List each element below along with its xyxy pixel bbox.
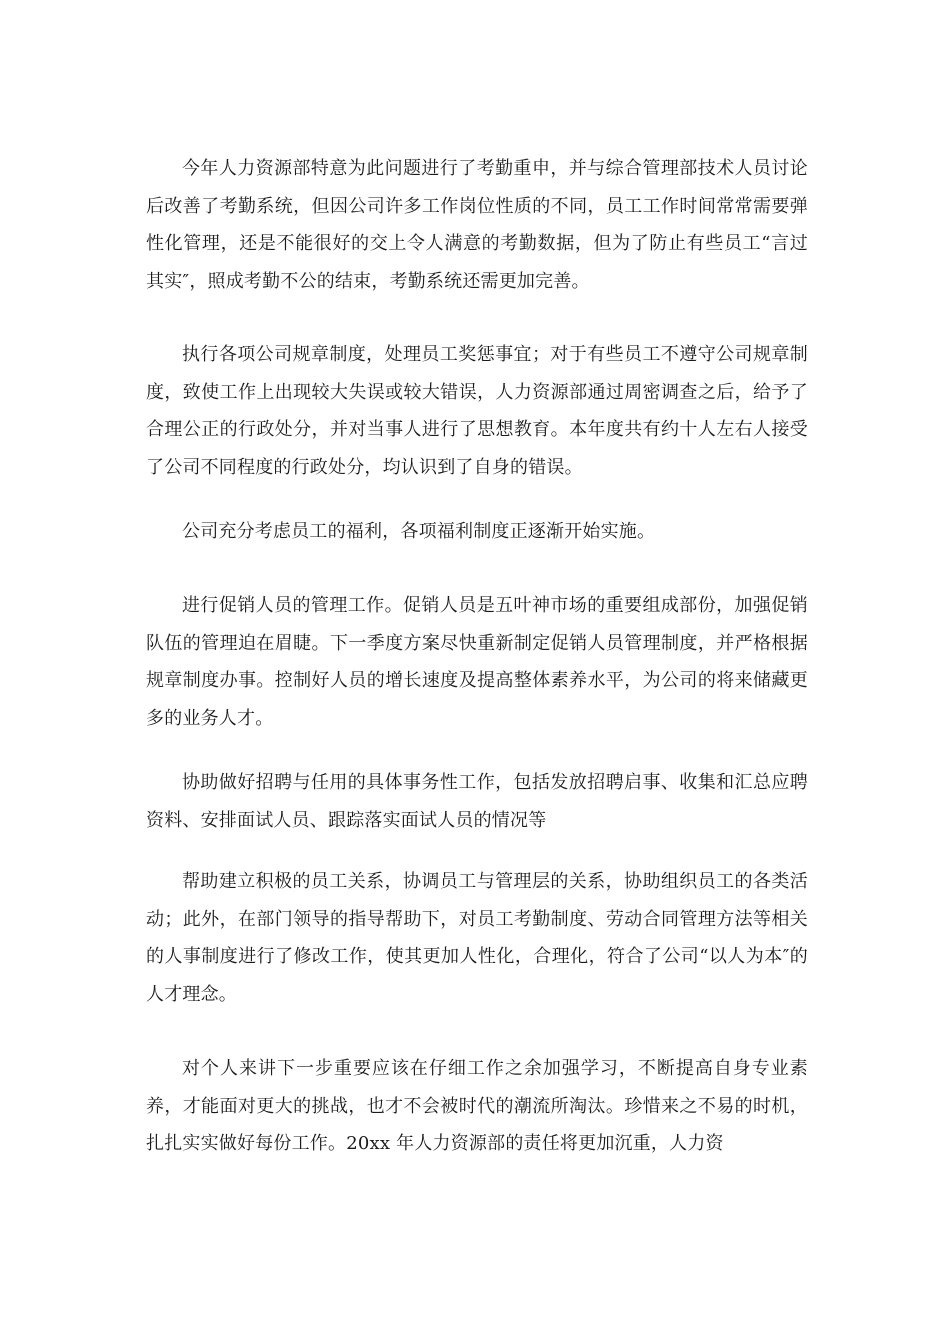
- paragraph-promoters: 进行促销人员的管理工作。促销人员是五叶神市场的重要组成部份，加强促销队伍的管理迫在眉睫。下一季度方案尽快重新制定促销人员管理制度，并严格根据规章制度办事。控制好人员的增长速度及提高整体素养水平，为公司的将来储藏更多的业务人才。: [146, 595, 808, 729]
- paragraph-rules-discipline: 执行各项公司规章制度，处理员工奖惩事宜；对于有些员工不遵守公司规章制度，致使工作上出现较大失误或较大错误，人力资源部通过周密调查之后，给予了合理公正的行政处分，并对当事人进行了思想教育。本年度共有约十人左右人接受了公司不同程度的行政处分，均认识到了自身的错误。: [146, 344, 808, 478]
- paragraph-recruitment: 协助做好招聘与任用的具体事务性工作，包括发放招聘启事、收集和汇总应聘资料、安排面试人员、跟踪落实面试人员的情况等: [146, 772, 808, 831]
- paragraph-attendance: 今年人力资源部特意为此问题进行了考勤重申，并与综合管理部技术人员讨论后改善了考勤系统，但因公司许多工作岗位性质的不同，员工工作时间常常需要弹性化管理，还是不能很好的交上令人满意的考勤数据，但为了防止有些员工“言过其实″，照成考勤不公的结束，考勤系统还需更加完善。: [146, 158, 808, 292]
- paragraph-personal-plan: 对个人来讲下一步重要应该在仔细工作之余加强学习，不断提高自身专业素养，才能面对更大的挑战，也才不会被时代的潮流所淘汰。珍惜来之不易的时机，扎扎实实做好每份工作。20xx 年人力资源部的责任将更加沉重，人力资: [146, 1058, 808, 1155]
- paragraph-employee-relations: 帮助建立积极的员工关系，协调员工与管理层的关系，协助组织员工的各类活动；此外，在部门领导的指导帮助下，对员工考勤制度、劳动合同管理方法等相关的人事制度进行了修改工作，使其更加人性化，合理化，符合了公司“以人为本″的人才理念。: [146, 871, 808, 1005]
- paragraph-welfare: 公司充分考虑员工的福利，各项福利制度正逐渐开始实施。: [182, 521, 656, 542]
